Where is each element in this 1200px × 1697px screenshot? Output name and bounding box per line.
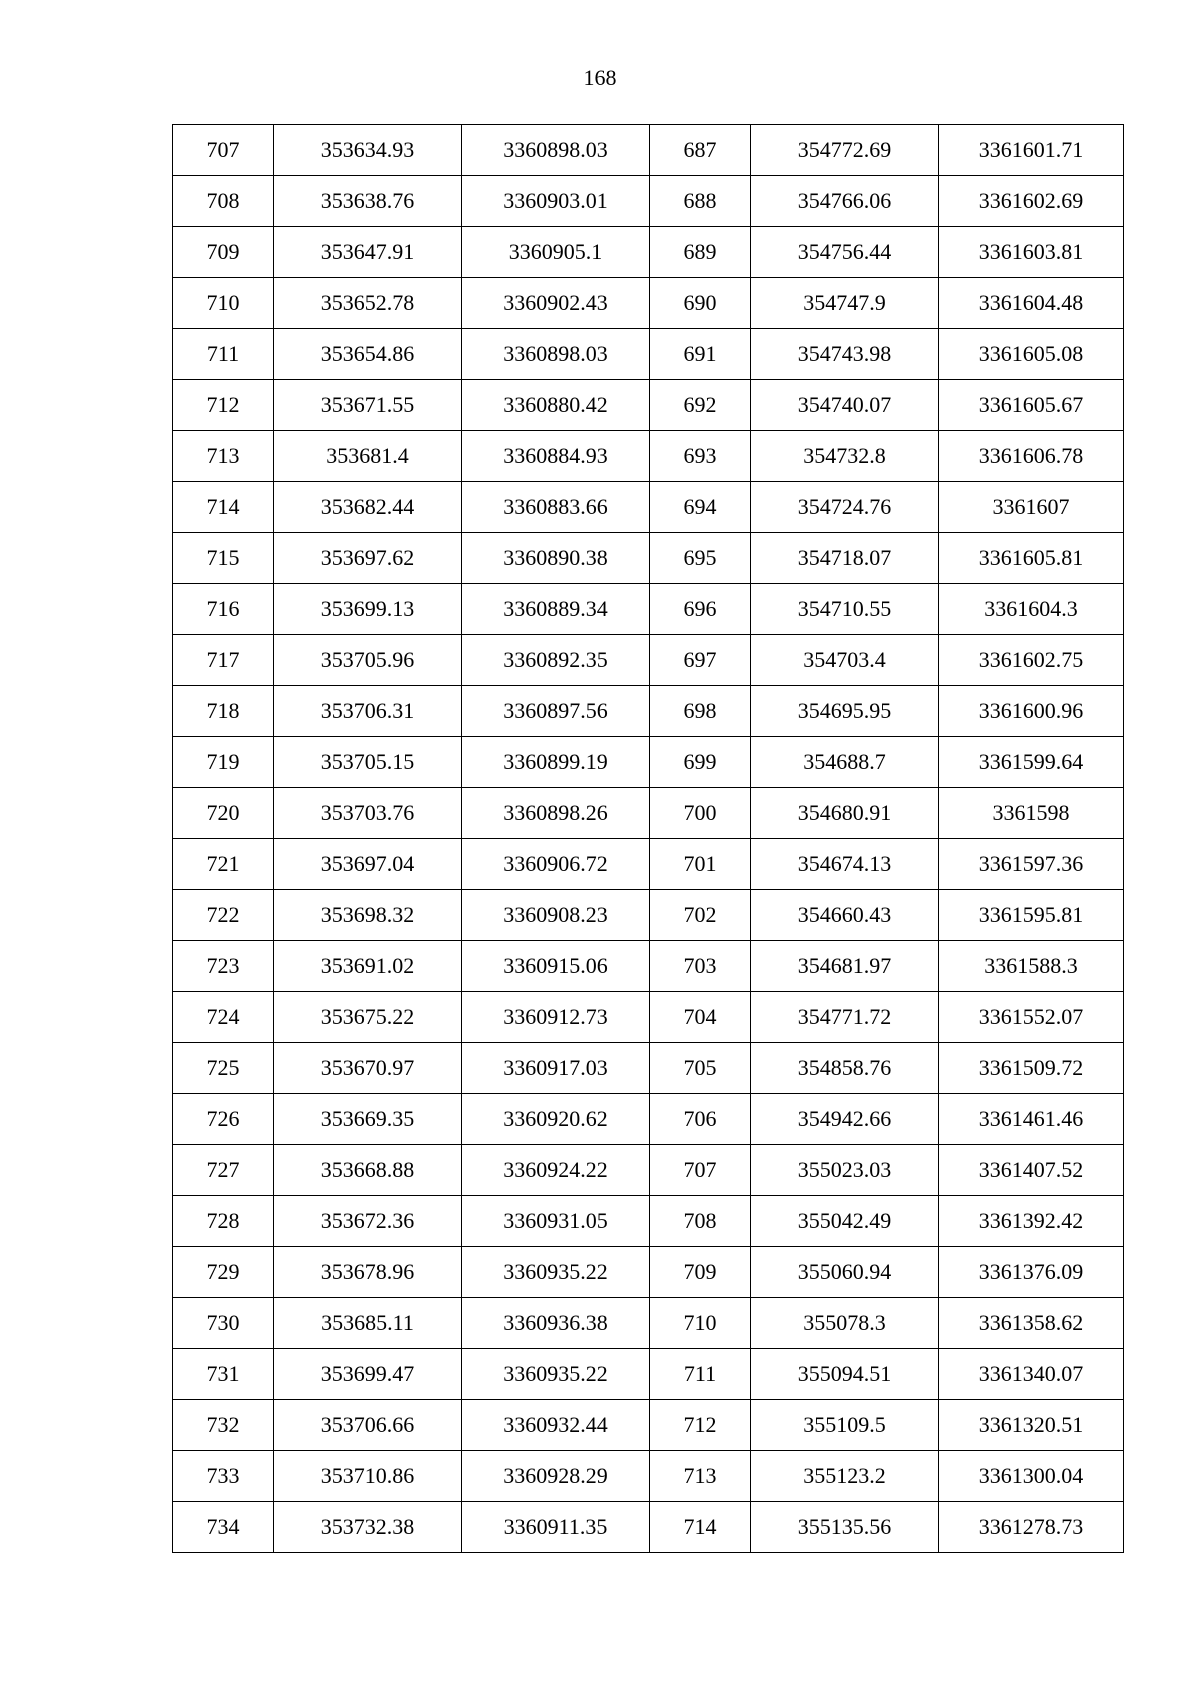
- table-cell-y-coord-right: 3361595.81: [939, 890, 1124, 941]
- table-cell-point-id-left: 709: [173, 227, 274, 278]
- table-cell-y-coord-right: 3361358.62: [939, 1298, 1124, 1349]
- table-row: [173, 737, 1124, 788]
- table-cell-x-coord-right: 354766.06: [751, 176, 939, 227]
- table-row: [173, 1400, 1124, 1451]
- table-cell-x-coord-left: 353669.35: [274, 1094, 462, 1145]
- table-cell-x-coord-left: 353697.04: [274, 839, 462, 890]
- table-row: [173, 788, 1124, 839]
- table-cell-x-coord-right: 354695.95: [751, 686, 939, 737]
- table-cell-point-id-left: 717: [173, 635, 274, 686]
- table-cell-point-id-right: 707: [650, 1145, 751, 1196]
- table-row: [173, 584, 1124, 635]
- table-cell-x-coord-right: 355060.94: [751, 1247, 939, 1298]
- table-cell-y-coord-left: 3360902.43: [462, 278, 650, 329]
- table-cell-point-id-left: 710: [173, 278, 274, 329]
- table-cell-x-coord-left: 353634.93: [274, 125, 462, 176]
- table-cell-point-id-left: 729: [173, 1247, 274, 1298]
- table-row: [173, 1247, 1124, 1298]
- table-cell-y-coord-left: 3360936.38: [462, 1298, 650, 1349]
- table-cell-x-coord-right: 354680.91: [751, 788, 939, 839]
- table-cell-y-coord-left: 3360892.35: [462, 635, 650, 686]
- table-cell-y-coord-left: 3360908.23: [462, 890, 650, 941]
- table-cell-x-coord-right: 354660.43: [751, 890, 939, 941]
- table-cell-x-coord-left: 353638.76: [274, 176, 462, 227]
- table-row: [173, 380, 1124, 431]
- table-cell-x-coord-right: 354942.66: [751, 1094, 939, 1145]
- table-row: [173, 227, 1124, 278]
- table-row: [173, 1145, 1124, 1196]
- table-row: [173, 1349, 1124, 1400]
- table-cell-point-id-right: 700: [650, 788, 751, 839]
- table-cell-y-coord-left: 3360897.56: [462, 686, 650, 737]
- table-row: [173, 1298, 1124, 1349]
- table-cell-x-coord-left: 353654.86: [274, 329, 462, 380]
- table-cell-y-coord-right: 3361320.51: [939, 1400, 1124, 1451]
- table-cell-x-coord-left: 353691.02: [274, 941, 462, 992]
- table-cell-y-coord-left: 3360920.62: [462, 1094, 650, 1145]
- table-cell-point-id-left: 732: [173, 1400, 274, 1451]
- table-cell-point-id-right: 704: [650, 992, 751, 1043]
- table-cell-point-id-right: 702: [650, 890, 751, 941]
- table-cell-x-coord-right: 355078.3: [751, 1298, 939, 1349]
- table-cell-x-coord-right: 355094.51: [751, 1349, 939, 1400]
- table-cell-point-id-right: 699: [650, 737, 751, 788]
- table-cell-y-coord-right: 3361604.3: [939, 584, 1124, 635]
- table-row: [173, 176, 1124, 227]
- table-cell-y-coord-left: 3360889.34: [462, 584, 650, 635]
- table-cell-x-coord-right: 354724.76: [751, 482, 939, 533]
- table-cell-y-coord-left: 3360880.42: [462, 380, 650, 431]
- table-cell-x-coord-left: 353671.55: [274, 380, 462, 431]
- table-cell-y-coord-left: 3360915.06: [462, 941, 650, 992]
- table-cell-x-coord-right: 354703.4: [751, 635, 939, 686]
- table-cell-y-coord-right: 3361278.73: [939, 1502, 1124, 1553]
- table-cell-y-coord-left: 3360935.22: [462, 1247, 650, 1298]
- table-cell-point-id-left: 731: [173, 1349, 274, 1400]
- table-cell-point-id-left: 713: [173, 431, 274, 482]
- table-cell-point-id-left: 719: [173, 737, 274, 788]
- table-row: [173, 329, 1124, 380]
- table-cell-y-coord-right: 3361588.3: [939, 941, 1124, 992]
- table-cell-x-coord-left: 353710.86: [274, 1451, 462, 1502]
- table-cell-point-id-right: 701: [650, 839, 751, 890]
- table-cell-x-coord-left: 353681.4: [274, 431, 462, 482]
- table-cell-point-id-left: 721: [173, 839, 274, 890]
- table-cell-x-coord-left: 353705.15: [274, 737, 462, 788]
- table-cell-x-coord-left: 353699.47: [274, 1349, 462, 1400]
- table-cell-y-coord-right: 3361607: [939, 482, 1124, 533]
- table-cell-y-coord-left: 3360898.03: [462, 329, 650, 380]
- table-cell-x-coord-right: 355023.03: [751, 1145, 939, 1196]
- table-cell-point-id-right: 696: [650, 584, 751, 635]
- table-cell-x-coord-right: 355042.49: [751, 1196, 939, 1247]
- table-cell-y-coord-left: 3360912.73: [462, 992, 650, 1043]
- table-cell-point-id-right: 703: [650, 941, 751, 992]
- table-cell-point-id-left: 734: [173, 1502, 274, 1553]
- table-cell-x-coord-left: 353697.62: [274, 533, 462, 584]
- table-cell-point-id-right: 708: [650, 1196, 751, 1247]
- table-cell-point-id-right: 693: [650, 431, 751, 482]
- table-cell-x-coord-left: 353668.88: [274, 1145, 462, 1196]
- table-cell-x-coord-right: 355135.56: [751, 1502, 939, 1553]
- table-cell-y-coord-left: 3360898.26: [462, 788, 650, 839]
- table-cell-y-coord-right: 3361300.04: [939, 1451, 1124, 1502]
- table-cell-x-coord-right: 354681.97: [751, 941, 939, 992]
- table-cell-x-coord-right: 354718.07: [751, 533, 939, 584]
- table-row: [173, 1196, 1124, 1247]
- table-cell-y-coord-right: 3361602.75: [939, 635, 1124, 686]
- table-row: [173, 992, 1124, 1043]
- table-cell-y-coord-right: 3361605.81: [939, 533, 1124, 584]
- table-cell-point-id-left: 708: [173, 176, 274, 227]
- table-cell-x-coord-left: 353652.78: [274, 278, 462, 329]
- table-cell-point-id-right: 687: [650, 125, 751, 176]
- table-cell-point-id-right: 694: [650, 482, 751, 533]
- table-cell-x-coord-left: 353698.32: [274, 890, 462, 941]
- table-row: [173, 1451, 1124, 1502]
- table-cell-y-coord-left: 3360890.38: [462, 533, 650, 584]
- table-row: [173, 125, 1124, 176]
- table-cell-point-id-right: 698: [650, 686, 751, 737]
- table-cell-point-id-right: 711: [650, 1349, 751, 1400]
- table-cell-y-coord-left: 3360928.29: [462, 1451, 650, 1502]
- table-cell-y-coord-left: 3360932.44: [462, 1400, 650, 1451]
- coordinate-table-body: [173, 125, 1124, 1553]
- table-cell-y-coord-left: 3360917.03: [462, 1043, 650, 1094]
- table-cell-point-id-right: 712: [650, 1400, 751, 1451]
- table-cell-y-coord-right: 3361601.71: [939, 125, 1124, 176]
- table-cell-x-coord-left: 353703.76: [274, 788, 462, 839]
- table-cell-point-id-left: 714: [173, 482, 274, 533]
- table-cell-y-coord-right: 3361599.64: [939, 737, 1124, 788]
- table-cell-point-id-left: 726: [173, 1094, 274, 1145]
- table-cell-x-coord-right: 354771.72: [751, 992, 939, 1043]
- table-cell-point-id-left: 711: [173, 329, 274, 380]
- table-row: [173, 533, 1124, 584]
- table-cell-point-id-left: 716: [173, 584, 274, 635]
- table-cell-y-coord-left: 3360883.66: [462, 482, 650, 533]
- table-cell-x-coord-right: 354772.69: [751, 125, 939, 176]
- table-cell-y-coord-right: 3361407.52: [939, 1145, 1124, 1196]
- table-cell-x-coord-left: 353699.13: [274, 584, 462, 635]
- table-cell-y-coord-right: 3361340.07: [939, 1349, 1124, 1400]
- table-cell-point-id-right: 710: [650, 1298, 751, 1349]
- table-cell-y-coord-right: 3361509.72: [939, 1043, 1124, 1094]
- table-cell-x-coord-left: 353706.66: [274, 1400, 462, 1451]
- table-cell-y-coord-left: 3360884.93: [462, 431, 650, 482]
- page-number: 168: [583, 65, 617, 90]
- table-cell-y-coord-left: 3360935.22: [462, 1349, 650, 1400]
- table-cell-point-id-right: 714: [650, 1502, 751, 1553]
- table-row: [173, 1043, 1124, 1094]
- table-cell-x-coord-right: 354710.55: [751, 584, 939, 635]
- table-cell-x-coord-left: 353705.96: [274, 635, 462, 686]
- table-cell-x-coord-right: 354743.98: [751, 329, 939, 380]
- table-cell-y-coord-left: 3360911.35: [462, 1502, 650, 1553]
- table-cell-point-id-left: 723: [173, 941, 274, 992]
- table-cell-point-id-right: 691: [650, 329, 751, 380]
- table-cell-x-coord-right: 354674.13: [751, 839, 939, 890]
- table-cell-y-coord-right: 3361597.36: [939, 839, 1124, 890]
- table-cell-point-id-left: 718: [173, 686, 274, 737]
- table-cell-x-coord-left: 353678.96: [274, 1247, 462, 1298]
- table-cell-point-id-left: 722: [173, 890, 274, 941]
- table-cell-point-id-right: 706: [650, 1094, 751, 1145]
- table-cell-x-coord-left: 353670.97: [274, 1043, 462, 1094]
- table-cell-y-coord-left: 3360906.72: [462, 839, 650, 890]
- table-cell-y-coord-right: 3361603.81: [939, 227, 1124, 278]
- table-cell-y-coord-left: 3360898.03: [462, 125, 650, 176]
- table-cell-point-id-left: 728: [173, 1196, 274, 1247]
- table-row: [173, 1502, 1124, 1553]
- table-cell-point-id-left: 712: [173, 380, 274, 431]
- table-cell-y-coord-right: 3361605.67: [939, 380, 1124, 431]
- table-cell-x-coord-left: 353732.38: [274, 1502, 462, 1553]
- table-cell-point-id-right: 705: [650, 1043, 751, 1094]
- table-cell-point-id-left: 707: [173, 125, 274, 176]
- table-cell-point-id-left: 727: [173, 1145, 274, 1196]
- table-cell-point-id-left: 724: [173, 992, 274, 1043]
- table-cell-y-coord-right: 3361600.96: [939, 686, 1124, 737]
- table-cell-x-coord-right: 355109.5: [751, 1400, 939, 1451]
- table-cell-x-coord-left: 353647.91: [274, 227, 462, 278]
- table-cell-x-coord-right: 354688.7: [751, 737, 939, 788]
- table-cell-y-coord-right: 3361598: [939, 788, 1124, 839]
- table-cell-y-coord-right: 3361606.78: [939, 431, 1124, 482]
- table-cell-y-coord-left: 3360899.19: [462, 737, 650, 788]
- table-row: [173, 278, 1124, 329]
- table-cell-x-coord-right: 354740.07: [751, 380, 939, 431]
- table-cell-y-coord-right: 3361392.42: [939, 1196, 1124, 1247]
- table-cell-point-id-right: 709: [650, 1247, 751, 1298]
- table-cell-y-coord-left: 3360924.22: [462, 1145, 650, 1196]
- table-cell-y-coord-right: 3361376.09: [939, 1247, 1124, 1298]
- table-cell-x-coord-left: 353672.36: [274, 1196, 462, 1247]
- table-row: [173, 941, 1124, 992]
- table-row: [173, 686, 1124, 737]
- table-row: [173, 839, 1124, 890]
- table-cell-x-coord-right: 354858.76: [751, 1043, 939, 1094]
- table-cell-y-coord-left: 3360905.1: [462, 227, 650, 278]
- table-cell-x-coord-left: 353685.11: [274, 1298, 462, 1349]
- table-row: [173, 482, 1124, 533]
- table-cell-point-id-left: 730: [173, 1298, 274, 1349]
- coordinate-table: [172, 124, 1124, 1553]
- table-cell-point-id-right: 713: [650, 1451, 751, 1502]
- table-cell-point-id-right: 692: [650, 380, 751, 431]
- table-cell-point-id-right: 688: [650, 176, 751, 227]
- table-cell-x-coord-left: 353682.44: [274, 482, 462, 533]
- table-cell-y-coord-left: 3360931.05: [462, 1196, 650, 1247]
- table-cell-point-id-left: 715: [173, 533, 274, 584]
- table-row: [173, 431, 1124, 482]
- table-row: [173, 635, 1124, 686]
- table-cell-y-coord-right: 3361604.48: [939, 278, 1124, 329]
- table-cell-point-id-right: 690: [650, 278, 751, 329]
- table-cell-x-coord-right: 354732.8: [751, 431, 939, 482]
- table-cell-point-id-right: 697: [650, 635, 751, 686]
- table-cell-x-coord-right: 354756.44: [751, 227, 939, 278]
- table-cell-x-coord-right: 354747.9: [751, 278, 939, 329]
- table-cell-point-id-left: 725: [173, 1043, 274, 1094]
- table-cell-y-coord-right: 3361461.46: [939, 1094, 1124, 1145]
- table-cell-y-coord-right: 3361605.08: [939, 329, 1124, 380]
- table-row: [173, 1094, 1124, 1145]
- table-cell-point-id-right: 695: [650, 533, 751, 584]
- table-cell-y-coord-left: 3360903.01: [462, 176, 650, 227]
- table-cell-y-coord-right: 3361552.07: [939, 992, 1124, 1043]
- table-cell-point-id-right: 689: [650, 227, 751, 278]
- table-cell-point-id-left: 733: [173, 1451, 274, 1502]
- table-cell-x-coord-left: 353675.22: [274, 992, 462, 1043]
- table-cell-x-coord-left: 353706.31: [274, 686, 462, 737]
- table-row: [173, 890, 1124, 941]
- table-cell-point-id-left: 720: [173, 788, 274, 839]
- table-cell-x-coord-right: 355123.2: [751, 1451, 939, 1502]
- table-cell-y-coord-right: 3361602.69: [939, 176, 1124, 227]
